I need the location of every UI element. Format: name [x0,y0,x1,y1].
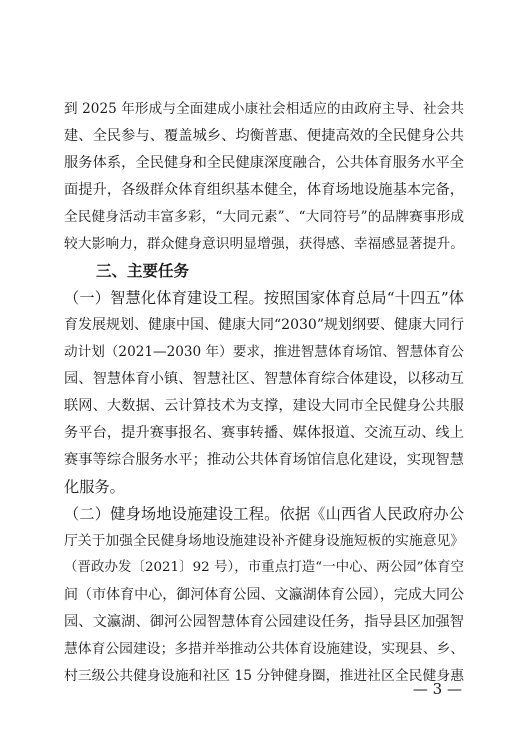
section-heading: 三、主要任务 [96,262,190,280]
paragraph-2-line-5: 联网、大数据、云计算技术为支撑，建设大同市全民健身公共服 [64,398,464,414]
paragraph-1-line-4: 面提升，各级群众体育组织基本健全，体育场地设施基本完备， [64,182,464,198]
paragraph-3-line-7: 村三级公共健身设施和社区 15 分钟健身圈，推进社区全民健身惠 [64,668,464,684]
paragraph-1-line-5: 全民健身活动丰富多彩，“大同元素”、“大同符号”的品牌赛事形成 [64,209,464,225]
paragraph-2-line-6: 务平台，提升赛事报名、赛事转播、媒体报道、交流互动、线上 [64,425,464,441]
paragraph-1-line-2: 建、全民参与、覆盖城乡、均衡普惠、便捷高效的全民健身公共 [64,128,464,144]
paragraph-3-line-3: （晋政办发〔2021〕92 号），市重点打造“一中心、两公园”体育空 [64,560,464,575]
paragraph-2-line-7: 赛事等综合服务水平；推动公共体育场馆信息化建设，实现智慧 [64,452,464,468]
paragraph-2-line-3: 动计划（2021—2030 年）要求，推进智慧体育场馆、智慧体育公 [64,344,464,360]
paragraph-3-line-1: （二）健身场地设施建设工程。依据《山西省人民政府办公 [64,505,464,523]
paragraph-2-line-1: （一）智慧化体育建设工程。按照国家体育总局“十四五”体 [64,289,464,307]
paragraph-2-line-2: 育发展规划、健康中国、健康大同“2030”规划纲要、健康大同行 [64,317,464,333]
paragraph-3-line-5: 园、文瀛湖、御河公园智慧体育公园建设任务，指导县区加强智 [64,614,464,630]
paragraph-3-line-2: 厅关于加强全民健身场地设施建设补齐健身设施短板的实施意见》 [64,533,464,549]
paragraph-3-line-6: 慧体育公园建设；多措并举推动公共体育设施建设，实现县、乡、 [64,641,464,657]
page-number: — 3 — [412,680,462,698]
paragraph-1-line-1: 到 2025 年形成与全面建成小康社会相适应的由政府主导、社会共 [64,101,464,117]
paragraph-2-line-4: 园、智慧体育小镇、智慧社区、智慧体育综合体建设，以移动互 [64,371,464,387]
paragraph-1-line-6: 较大影响力，群众健身意识明显增强，获得感、幸福感显著提升。 [64,236,464,252]
paragraph-1-line-3: 服务体系，全民健身和全民健康深度融合，公共体育服务水平全 [64,155,464,171]
paragraph-3-line-4: 间（市体育中心，御河体育公园、文瀛湖体育公园），完成大同公 [64,587,464,603]
paragraph-2-line-8: 化服务。 [64,478,125,496]
